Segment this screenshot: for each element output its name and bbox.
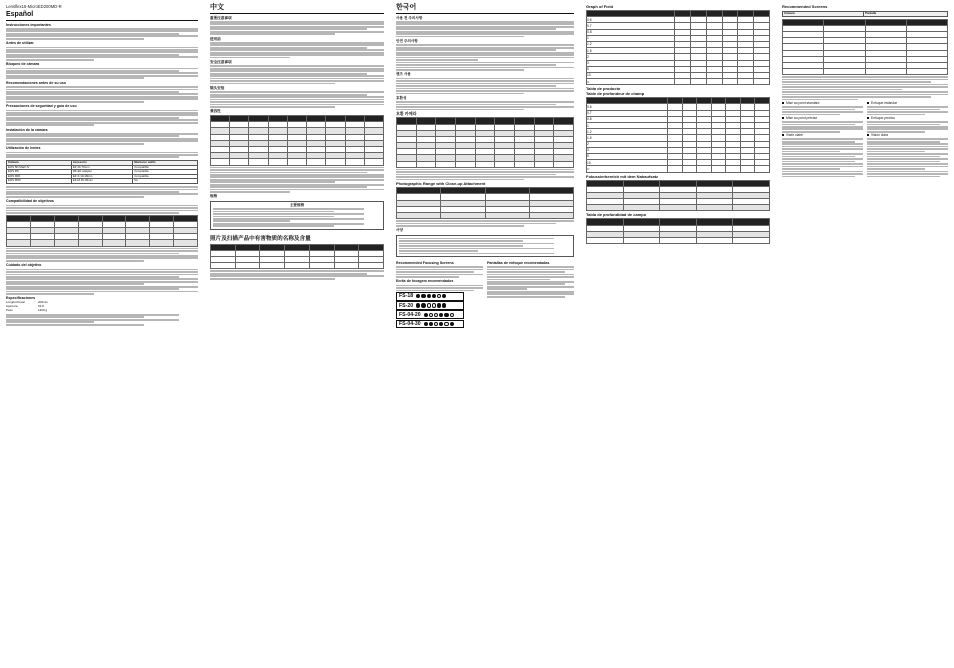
screens-table [782, 11, 948, 17]
table-cell: EOS R5 [7, 170, 72, 175]
table-title: Graph of Field [586, 4, 614, 9]
table-cell: 0.7 [587, 110, 668, 116]
notes-title: Ecrãs de focagem recomendados [396, 279, 454, 284]
table-cell: 0.7 [587, 23, 675, 29]
paragraph [6, 205, 198, 214]
list-item: Mise au point précise [782, 116, 863, 120]
table-title: Fokussierbereich mit dem Nahaufsatz [586, 173, 659, 179]
section-heading: 사용 전 주의사항 [396, 15, 423, 20]
section-heading: Recomendaciones antes de su uso [6, 80, 66, 85]
data-grid [6, 215, 198, 247]
screen-row [396, 310, 464, 319]
paragraph [210, 91, 384, 108]
section-heading: Bloqueo de cámara [6, 62, 40, 67]
screens-column [867, 101, 948, 178]
paragraph [6, 248, 198, 262]
language-heading: Español [6, 11, 198, 21]
compatibility-table [6, 160, 198, 184]
table-cell: 1 [587, 35, 675, 41]
screens-columns [782, 101, 948, 178]
table-cell: 1.2 [587, 129, 668, 135]
compatibility-dots [416, 294, 446, 298]
section-heading: Antes de utilizar [6, 41, 34, 46]
hazard-table-title: 照片及扫描产品中有害物质的名称及含量 [210, 235, 311, 242]
table-row [7, 179, 198, 184]
data-grid [586, 10, 770, 85]
table-cell: 2 [587, 141, 668, 147]
section-heading: 安全注意事项 [210, 59, 232, 64]
screen-code: FS-04-20 [399, 311, 421, 318]
list-item: Enfoque estándar [867, 101, 948, 105]
table-title: Tabla de profundidad de campo [586, 212, 647, 218]
spec-box [210, 201, 384, 230]
paragraph [210, 270, 384, 279]
paragraph [210, 42, 384, 59]
notes-title: Pantallas de enfoque recomendadas [487, 260, 550, 265]
table-cell: EOS 90D [7, 174, 72, 179]
table-cell: 5 [587, 153, 668, 159]
section-heading: Utilización de lentes [6, 146, 41, 151]
table-cell: 1.5 [587, 48, 675, 54]
table-title: Recommended Screens [782, 4, 828, 9]
section-heading: 호환성 [396, 95, 407, 100]
spec-list [6, 301, 198, 313]
table-cell: EOS M50 [7, 179, 72, 184]
table-cell: RF-EF adapter [71, 170, 132, 175]
table-title: Table de profondeur de champ [586, 91, 645, 97]
screen-row [396, 292, 464, 301]
paragraph [396, 78, 574, 95]
language-heading: 한국어 [396, 4, 574, 14]
notes-column [396, 259, 483, 329]
screen-code: FS-04-30 [399, 320, 421, 327]
table-cell: 3 [587, 147, 668, 153]
list-item: Mise au point standard [782, 101, 863, 105]
compatibility-dots [416, 303, 446, 307]
table-cell: ∞ [587, 79, 675, 85]
paragraph [6, 186, 198, 198]
data-grid [586, 180, 770, 212]
notes-columns [396, 259, 574, 329]
table-cell: 0.8 [587, 116, 668, 122]
paragraph [396, 101, 574, 110]
table-header: Accesorio [71, 161, 132, 166]
table-cell: Compatible [133, 170, 198, 175]
section-heading: 안전 주의사항 [396, 38, 418, 43]
page-screens [776, 0, 954, 668]
paragraph [6, 28, 198, 40]
table-cell: Compatible [133, 174, 198, 179]
section-heading: Precauciones de seguridad y guía de uso [6, 104, 77, 109]
table-header: Montura / anillo [133, 161, 198, 166]
paragraph [396, 169, 574, 181]
paragraph [6, 133, 198, 145]
table-cell: EF-S 10-18mm [71, 174, 132, 179]
notes-title: Recommended Focusing Screens [396, 260, 454, 265]
table-cell: 3 [587, 60, 675, 66]
language-heading: 中文 [210, 4, 384, 14]
spec-key: Longitud focal [6, 300, 25, 305]
section-heading: Compatibilidad de objetivos [6, 199, 54, 204]
list-item: Visée claire [782, 133, 863, 137]
compatibility-dots [424, 322, 454, 326]
paragraph [210, 65, 384, 84]
data-grid [782, 19, 948, 76]
section-heading: Instrucciones importantes [6, 22, 51, 27]
paragraph [6, 314, 198, 326]
section-heading: 렌즈 사용 [396, 72, 411, 77]
page-korean [390, 0, 580, 668]
section-heading: 镜头安装 [210, 85, 225, 90]
section-heading: 规格 [210, 194, 218, 199]
table-cell: 0.8 [587, 29, 675, 35]
screen-row [396, 320, 464, 329]
paragraph [210, 167, 384, 193]
paragraph [6, 269, 198, 295]
section-heading: 使用前 [210, 36, 221, 41]
table-header: Cámara [783, 12, 864, 17]
compatibility-dots [424, 313, 454, 317]
paragraph [6, 110, 198, 127]
table-cell: ∞ [587, 166, 668, 172]
notes-column [487, 259, 574, 329]
page-spanish [0, 0, 204, 668]
paragraph [210, 21, 384, 35]
paragraph [6, 86, 198, 103]
page-tables [580, 0, 776, 668]
data-grid [586, 218, 770, 244]
table-title: 호환 카메라 [396, 111, 417, 117]
table-header: Pantalla [864, 12, 948, 17]
table-cell: EF-M 15-45mm [71, 179, 132, 184]
table-cell: No [133, 179, 198, 184]
section-heading: Instalación de la cámara [6, 127, 48, 132]
paragraph [396, 220, 574, 227]
table-cell: EF 24-70mm [71, 165, 132, 170]
screen-code: FS-18 [399, 293, 414, 300]
data-grid [396, 117, 574, 168]
hazard-table [210, 244, 384, 270]
table-cell: 2 [587, 54, 675, 60]
screen-code: FS-20 [399, 302, 414, 309]
spec-value: 1400 g [38, 308, 48, 313]
table-cell: Compatible [133, 165, 198, 170]
spec-box [396, 235, 574, 257]
table-cell: 10 [587, 160, 668, 166]
list-item: Enfoque preciso [867, 116, 948, 120]
spec-value: f/2.8 [38, 304, 44, 309]
page-chinese [204, 0, 390, 668]
screens-column [782, 101, 863, 178]
paragraph [6, 68, 198, 80]
table-cell: 0.6 [587, 104, 668, 110]
section-heading: 重要注意事项 [210, 15, 232, 20]
table-cell: 5 [587, 66, 675, 72]
data-grid [210, 115, 384, 166]
table-cell: 1 [587, 123, 668, 129]
section-heading: Cuidado del objetivo [6, 263, 42, 268]
spec-value: 200mm [38, 300, 49, 305]
table-header: Cámara [7, 161, 72, 166]
table-cell: 0.6 [587, 17, 675, 23]
table-cell: 1.2 [587, 41, 675, 47]
table-cell: 1.5 [587, 135, 668, 141]
paragraph [782, 76, 948, 100]
spec-key: Peso [6, 308, 13, 313]
spec-key: Apertura [6, 304, 18, 309]
data-grid [586, 97, 770, 172]
section-heading: 兼容性 [210, 109, 221, 114]
document-header: Lensflex15-MicroED200MD-R [6, 4, 62, 9]
focusing-screens-list [396, 292, 483, 328]
section-heading: 사양 [396, 228, 403, 233]
section-heading: Especificaciones [6, 296, 36, 301]
paragraph [396, 44, 574, 70]
data-grid [396, 187, 574, 219]
table-cell: EOS 5D Mark IV [7, 165, 72, 170]
paragraph [6, 152, 198, 159]
paragraph [396, 21, 574, 38]
table-cell: 10 [587, 72, 675, 78]
screen-row [396, 301, 464, 310]
paragraph [6, 47, 198, 61]
product-title: Photographic Range with Close-up Attachment [396, 181, 486, 187]
spec-box-title: 主要规格 [289, 203, 305, 208]
table-title: Tabla de producto [586, 86, 621, 92]
list-item: Visión clara [867, 133, 948, 137]
